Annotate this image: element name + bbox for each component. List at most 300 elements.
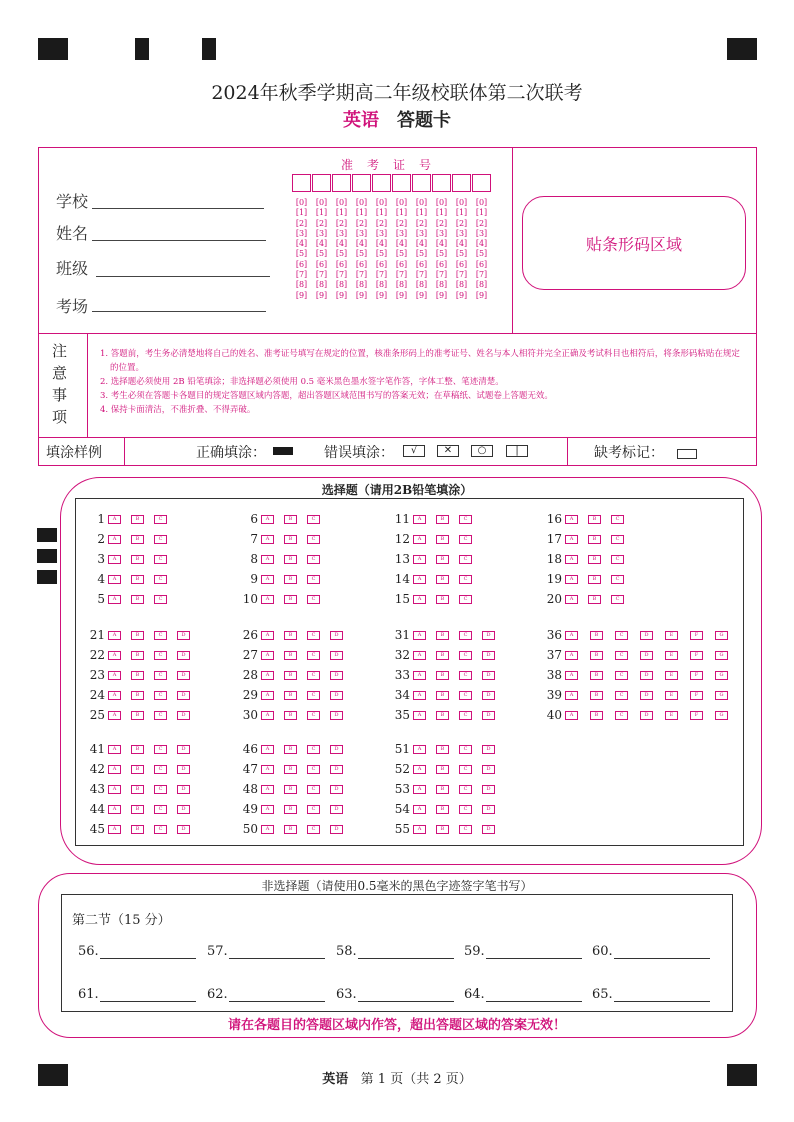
option-bubble[interactable]: A	[565, 555, 578, 564]
option-bubble[interactable]: D	[640, 631, 653, 640]
option-bubble[interactable]: B	[284, 805, 297, 814]
digit-bubble[interactable]: [4]	[375, 239, 388, 249]
option-bubble[interactable]: D	[330, 671, 343, 680]
option-bubble[interactable]: D	[482, 805, 495, 814]
option-bubble[interactable]: C	[459, 825, 472, 834]
digit-bubble[interactable]: [1]	[395, 208, 408, 218]
option-bubble[interactable]: D	[177, 671, 190, 680]
option-bubble[interactable]: B	[131, 535, 144, 544]
option-bubble[interactable]: C	[154, 535, 167, 544]
answer-blank[interactable]	[78, 987, 196, 1002]
option-bubble[interactable]: F	[690, 631, 703, 640]
option-bubble[interactable]: D	[482, 671, 495, 680]
option-bubble[interactable]: B	[284, 711, 297, 720]
option-bubble[interactable]: A	[261, 691, 274, 700]
digit-bubble[interactable]: [8]	[455, 280, 468, 290]
digit-bubble[interactable]: [3]	[415, 228, 428, 238]
option-bubble[interactable]: C	[459, 671, 472, 680]
digit-bubble[interactable]: [4]	[315, 239, 328, 249]
option-bubble[interactable]: B	[436, 805, 449, 814]
answer-blank[interactable]	[207, 944, 325, 959]
digit-bubble[interactable]: [6]	[315, 259, 328, 269]
digit-box[interactable]	[372, 174, 391, 192]
option-bubble[interactable]: C	[154, 805, 167, 814]
option-bubble[interactable]: B	[588, 575, 601, 584]
digit-bubble[interactable]: [7]	[475, 270, 488, 280]
option-bubble[interactable]: A	[261, 825, 274, 834]
option-bubble[interactable]: C	[459, 745, 472, 754]
digit-bubble[interactable]: [2]	[355, 218, 368, 228]
option-bubble[interactable]: B	[131, 651, 144, 660]
option-bubble[interactable]: C	[615, 691, 628, 700]
digit-bubble[interactable]: [0]	[355, 198, 368, 207]
option-bubble[interactable]: D	[177, 825, 190, 834]
option-bubble[interactable]: D	[330, 651, 343, 660]
option-bubble[interactable]: B	[284, 535, 297, 544]
digit-bubble[interactable]: [2]	[375, 218, 388, 228]
digit-bubble[interactable]: [8]	[415, 280, 428, 290]
option-bubble[interactable]: B	[436, 555, 449, 564]
digit-box[interactable]	[472, 174, 491, 192]
option-bubble[interactable]: A	[108, 765, 121, 774]
option-bubble[interactable]: C	[154, 825, 167, 834]
option-bubble[interactable]: G	[715, 651, 728, 660]
option-bubble[interactable]: C	[154, 575, 167, 584]
option-bubble[interactable]: A	[413, 671, 426, 680]
option-bubble[interactable]: F	[690, 671, 703, 680]
digit-bubble[interactable]: [9]	[295, 290, 308, 300]
digit-bubble[interactable]: [1]	[375, 208, 388, 218]
digit-bubble[interactable]: [2]	[335, 218, 348, 228]
option-bubble[interactable]: A	[413, 575, 426, 584]
option-bubble[interactable]: B	[590, 711, 603, 720]
option-bubble[interactable]: D	[177, 745, 190, 754]
option-bubble[interactable]: A	[565, 651, 578, 660]
option-bubble[interactable]: C	[459, 651, 472, 660]
room-field[interactable]	[92, 311, 266, 312]
digit-box[interactable]	[292, 174, 311, 192]
option-bubble[interactable]: B	[284, 765, 297, 774]
digit-bubble[interactable]: [5]	[335, 249, 348, 259]
option-bubble[interactable]: B	[590, 691, 603, 700]
digit-bubble[interactable]: [1]	[435, 208, 448, 218]
digit-bubble[interactable]: [0]	[455, 198, 468, 207]
option-bubble[interactable]: A	[108, 595, 121, 604]
answer-blank[interactable]	[464, 987, 582, 1002]
option-bubble[interactable]: B	[131, 671, 144, 680]
option-bubble[interactable]: A	[565, 575, 578, 584]
option-bubble[interactable]: A	[108, 825, 121, 834]
option-bubble[interactable]: A	[261, 515, 274, 524]
option-bubble[interactable]: B	[284, 825, 297, 834]
option-bubble[interactable]: A	[413, 595, 426, 604]
option-bubble[interactable]: D	[177, 651, 190, 660]
option-bubble[interactable]: G	[715, 631, 728, 640]
option-bubble[interactable]: C	[307, 805, 320, 814]
digit-bubble[interactable]: [0]	[395, 198, 408, 207]
option-bubble[interactable]: D	[640, 651, 653, 660]
option-bubble[interactable]: B	[131, 785, 144, 794]
option-bubble[interactable]: C	[154, 691, 167, 700]
option-bubble[interactable]: A	[261, 651, 274, 660]
option-bubble[interactable]: C	[459, 515, 472, 524]
option-bubble[interactable]: C	[459, 631, 472, 640]
digit-bubble[interactable]: [6]	[375, 259, 388, 269]
option-bubble[interactable]: C	[459, 575, 472, 584]
digit-box[interactable]	[332, 174, 351, 192]
option-bubble[interactable]: C	[611, 595, 624, 604]
option-bubble[interactable]: A	[565, 535, 578, 544]
option-bubble[interactable]: B	[436, 575, 449, 584]
digit-bubble[interactable]: [9]	[415, 290, 428, 300]
digit-bubble[interactable]: [8]	[295, 280, 308, 290]
option-bubble[interactable]: E	[665, 631, 678, 640]
option-bubble[interactable]: C	[154, 631, 167, 640]
option-bubble[interactable]: C	[459, 595, 472, 604]
option-bubble[interactable]: D	[482, 711, 495, 720]
option-bubble[interactable]: D	[330, 711, 343, 720]
option-bubble[interactable]: B	[284, 595, 297, 604]
digit-bubble[interactable]: [9]	[395, 290, 408, 300]
digit-bubble[interactable]: [1]	[295, 208, 308, 218]
digit-bubble[interactable]: [4]	[455, 239, 468, 249]
digit-column[interactable]	[412, 198, 431, 301]
option-bubble[interactable]: D	[482, 691, 495, 700]
option-bubble[interactable]: C	[154, 785, 167, 794]
option-bubble[interactable]: A	[261, 595, 274, 604]
digit-bubble[interactable]: [7]	[335, 270, 348, 280]
digit-column[interactable]	[392, 198, 411, 301]
digit-bubble[interactable]: [8]	[435, 280, 448, 290]
option-bubble[interactable]: A	[108, 671, 121, 680]
option-bubble[interactable]: A	[261, 711, 274, 720]
digit-bubble[interactable]: [8]	[315, 280, 328, 290]
digit-bubble[interactable]: [5]	[475, 249, 488, 259]
option-bubble[interactable]: D	[177, 691, 190, 700]
option-bubble[interactable]: F	[690, 651, 703, 660]
option-bubble[interactable]: C	[307, 691, 320, 700]
digit-bubble[interactable]: [8]	[355, 280, 368, 290]
digit-bubble[interactable]: [9]	[435, 290, 448, 300]
answer-blank[interactable]	[78, 944, 196, 959]
option-bubble[interactable]: A	[413, 805, 426, 814]
digit-bubble[interactable]: [7]	[415, 270, 428, 280]
option-bubble[interactable]: A	[413, 765, 426, 774]
option-bubble[interactable]: C	[307, 671, 320, 680]
digit-bubble[interactable]: [6]	[335, 259, 348, 269]
option-bubble[interactable]: C	[307, 631, 320, 640]
option-bubble[interactable]: A	[108, 631, 121, 640]
option-bubble[interactable]: D	[177, 631, 190, 640]
option-bubble[interactable]: D	[330, 631, 343, 640]
option-bubble[interactable]: D	[482, 631, 495, 640]
option-bubble[interactable]: C	[154, 711, 167, 720]
option-bubble[interactable]: B	[131, 825, 144, 834]
option-bubble[interactable]: A	[108, 535, 121, 544]
option-bubble[interactable]: A	[413, 785, 426, 794]
option-bubble[interactable]: C	[154, 595, 167, 604]
digit-bubble[interactable]: [4]	[415, 239, 428, 249]
option-bubble[interactable]: B	[131, 711, 144, 720]
answer-blank[interactable]	[464, 944, 582, 959]
option-bubble[interactable]: C	[154, 651, 167, 660]
digit-column[interactable]	[432, 198, 451, 301]
option-bubble[interactable]: A	[108, 745, 121, 754]
digit-bubble[interactable]: [3]	[455, 228, 468, 238]
digit-box[interactable]	[392, 174, 411, 192]
digit-bubble[interactable]: [9]	[455, 290, 468, 300]
option-bubble[interactable]: C	[615, 671, 628, 680]
digit-bubble[interactable]: [0]	[335, 198, 348, 207]
digit-column[interactable]	[472, 198, 491, 301]
option-bubble[interactable]: A	[261, 535, 274, 544]
option-bubble[interactable]: C	[611, 515, 624, 524]
option-bubble[interactable]: C	[611, 575, 624, 584]
option-bubble[interactable]: B	[436, 711, 449, 720]
option-bubble[interactable]: B	[284, 515, 297, 524]
digit-bubble[interactable]: [5]	[375, 249, 388, 259]
option-bubble[interactable]: F	[690, 711, 703, 720]
option-bubble[interactable]: B	[131, 631, 144, 640]
option-bubble[interactable]: C	[154, 555, 167, 564]
answer-blank[interactable]	[592, 944, 710, 959]
digit-bubble[interactable]: [0]	[415, 198, 428, 207]
option-bubble[interactable]: C	[307, 745, 320, 754]
option-bubble[interactable]: A	[108, 785, 121, 794]
option-bubble[interactable]: D	[330, 805, 343, 814]
option-bubble[interactable]: B	[436, 535, 449, 544]
option-bubble[interactable]: D	[482, 825, 495, 834]
digit-bubble[interactable]: [9]	[475, 290, 488, 300]
option-bubble[interactable]: B	[588, 515, 601, 524]
option-bubble[interactable]: E	[665, 691, 678, 700]
option-bubble[interactable]: A	[413, 711, 426, 720]
option-bubble[interactable]: A	[261, 671, 274, 680]
answer-blank[interactable]	[207, 987, 325, 1002]
option-bubble[interactable]: B	[590, 671, 603, 680]
option-bubble[interactable]: C	[459, 805, 472, 814]
digit-bubble[interactable]: [8]	[395, 280, 408, 290]
option-bubble[interactable]: A	[565, 671, 578, 680]
digit-column[interactable]	[312, 198, 331, 301]
digit-bubble[interactable]: [9]	[355, 290, 368, 300]
option-bubble[interactable]: D	[640, 711, 653, 720]
option-bubble[interactable]: C	[154, 671, 167, 680]
option-bubble[interactable]: B	[131, 805, 144, 814]
digit-bubble[interactable]: [4]	[335, 239, 348, 249]
option-bubble[interactable]: B	[436, 785, 449, 794]
digit-bubble[interactable]: [9]	[375, 290, 388, 300]
answer-blank[interactable]	[336, 944, 454, 959]
option-bubble[interactable]: A	[261, 575, 274, 584]
digit-bubble[interactable]: [7]	[315, 270, 328, 280]
digit-bubble[interactable]: [7]	[395, 270, 408, 280]
option-bubble[interactable]: C	[459, 711, 472, 720]
digit-bubble[interactable]: [5]	[295, 249, 308, 259]
digit-bubble[interactable]: [0]	[315, 198, 328, 207]
option-bubble[interactable]: D	[482, 765, 495, 774]
option-bubble[interactable]: B	[284, 745, 297, 754]
absent-mark-box[interactable]	[677, 449, 697, 459]
option-bubble[interactable]: C	[307, 651, 320, 660]
option-bubble[interactable]: A	[413, 691, 426, 700]
option-bubble[interactable]: A	[565, 515, 578, 524]
digit-bubble[interactable]: [2]	[415, 218, 428, 228]
digit-bubble[interactable]: [0]	[475, 198, 488, 207]
digit-bubble[interactable]: [6]	[455, 259, 468, 269]
option-bubble[interactable]: A	[413, 515, 426, 524]
digit-bubble[interactable]: [5]	[395, 249, 408, 259]
digit-bubble[interactable]: [3]	[295, 228, 308, 238]
option-bubble[interactable]: A	[565, 691, 578, 700]
option-bubble[interactable]: B	[131, 555, 144, 564]
option-bubble[interactable]: B	[588, 595, 601, 604]
option-bubble[interactable]: B	[436, 745, 449, 754]
option-bubble[interactable]: C	[459, 785, 472, 794]
option-bubble[interactable]: C	[615, 651, 628, 660]
option-bubble[interactable]: G	[715, 711, 728, 720]
option-bubble[interactable]: B	[284, 575, 297, 584]
digit-bubble[interactable]: [1]	[335, 208, 348, 218]
digit-bubble[interactable]: [3]	[315, 228, 328, 238]
option-bubble[interactable]: C	[307, 711, 320, 720]
digit-bubble[interactable]: [3]	[335, 228, 348, 238]
digit-bubble[interactable]: [7]	[455, 270, 468, 280]
digit-bubble[interactable]: [8]	[335, 280, 348, 290]
option-bubble[interactable]: B	[436, 595, 449, 604]
option-bubble[interactable]: A	[261, 745, 274, 754]
digit-bubble[interactable]: [1]	[315, 208, 328, 218]
option-bubble[interactable]: D	[640, 691, 653, 700]
digit-bubble[interactable]: [2]	[475, 218, 488, 228]
digit-bubble[interactable]: [6]	[395, 259, 408, 269]
digit-bubble[interactable]: [2]	[315, 218, 328, 228]
option-bubble[interactable]: B	[588, 535, 601, 544]
option-bubble[interactable]: B	[588, 555, 601, 564]
option-bubble[interactable]: B	[436, 691, 449, 700]
option-bubble[interactable]: A	[261, 785, 274, 794]
digit-bubble[interactable]: [1]	[455, 208, 468, 218]
option-bubble[interactable]: C	[307, 825, 320, 834]
option-bubble[interactable]: B	[131, 765, 144, 774]
digit-column[interactable]	[292, 198, 311, 301]
digit-bubble[interactable]: [0]	[435, 198, 448, 207]
option-bubble[interactable]: A	[413, 535, 426, 544]
option-bubble[interactable]: D	[177, 785, 190, 794]
answer-blank[interactable]	[336, 987, 454, 1002]
option-bubble[interactable]: A	[261, 805, 274, 814]
option-bubble[interactable]: G	[715, 691, 728, 700]
option-bubble[interactable]: B	[590, 651, 603, 660]
option-bubble[interactable]: B	[284, 671, 297, 680]
digit-bubble[interactable]: [3]	[395, 228, 408, 238]
digit-bubble[interactable]: [7]	[435, 270, 448, 280]
option-bubble[interactable]: C	[459, 535, 472, 544]
digit-bubble[interactable]: [6]	[355, 259, 368, 269]
option-bubble[interactable]: D	[482, 745, 495, 754]
option-bubble[interactable]: B	[131, 691, 144, 700]
digit-column[interactable]	[452, 198, 471, 301]
digit-box[interactable]	[432, 174, 451, 192]
option-bubble[interactable]: B	[590, 631, 603, 640]
digit-bubble[interactable]: [5]	[355, 249, 368, 259]
option-bubble[interactable]: A	[261, 631, 274, 640]
option-bubble[interactable]: E	[665, 651, 678, 660]
option-bubble[interactable]: A	[108, 575, 121, 584]
digit-column[interactable]	[372, 198, 391, 301]
digit-bubble[interactable]: [7]	[295, 270, 308, 280]
option-bubble[interactable]: C	[307, 535, 320, 544]
option-bubble[interactable]: C	[154, 765, 167, 774]
option-bubble[interactable]: F	[690, 691, 703, 700]
option-bubble[interactable]: C	[615, 711, 628, 720]
digit-bubble[interactable]: [2]	[435, 218, 448, 228]
option-bubble[interactable]: A	[413, 631, 426, 640]
option-bubble[interactable]: B	[131, 595, 144, 604]
option-bubble[interactable]: C	[459, 691, 472, 700]
digit-bubble[interactable]: [5]	[415, 249, 428, 259]
option-bubble[interactable]: E	[665, 711, 678, 720]
option-bubble[interactable]: A	[565, 595, 578, 604]
digit-bubble[interactable]: [3]	[475, 228, 488, 238]
digit-bubble[interactable]: [4]	[295, 239, 308, 249]
option-bubble[interactable]: A	[108, 651, 121, 660]
digit-column[interactable]	[332, 198, 351, 301]
option-bubble[interactable]: C	[611, 555, 624, 564]
option-bubble[interactable]: E	[665, 671, 678, 680]
option-bubble[interactable]: B	[436, 631, 449, 640]
digit-bubble[interactable]: [7]	[375, 270, 388, 280]
option-bubble[interactable]: C	[307, 555, 320, 564]
option-bubble[interactable]: C	[154, 745, 167, 754]
option-bubble[interactable]: A	[413, 745, 426, 754]
digit-bubble[interactable]: [3]	[435, 228, 448, 238]
option-bubble[interactable]: B	[436, 765, 449, 774]
answer-blank[interactable]	[592, 987, 710, 1002]
option-bubble[interactable]: C	[459, 555, 472, 564]
option-bubble[interactable]: B	[131, 515, 144, 524]
option-bubble[interactable]: B	[284, 691, 297, 700]
class-field[interactable]	[96, 276, 270, 277]
option-bubble[interactable]: B	[436, 651, 449, 660]
option-bubble[interactable]: C	[615, 631, 628, 640]
digit-bubble[interactable]: [9]	[335, 290, 348, 300]
digit-bubble[interactable]: [6]	[415, 259, 428, 269]
digit-bubble[interactable]: [2]	[395, 218, 408, 228]
option-bubble[interactable]: D	[330, 745, 343, 754]
option-bubble[interactable]: C	[307, 515, 320, 524]
option-bubble[interactable]: D	[177, 711, 190, 720]
digit-bubble[interactable]: [5]	[315, 249, 328, 259]
digit-bubble[interactable]: [4]	[355, 239, 368, 249]
option-bubble[interactable]: B	[131, 745, 144, 754]
digit-bubble[interactable]: [0]	[375, 198, 388, 207]
option-bubble[interactable]: D	[640, 671, 653, 680]
digit-box[interactable]	[452, 174, 471, 192]
option-bubble[interactable]: B	[284, 555, 297, 564]
option-bubble[interactable]: B	[284, 785, 297, 794]
digit-bubble[interactable]: [5]	[455, 249, 468, 259]
option-bubble[interactable]: A	[261, 555, 274, 564]
digit-bubble[interactable]: [5]	[435, 249, 448, 259]
digit-bubble[interactable]: [1]	[415, 208, 428, 218]
option-bubble[interactable]: D	[330, 765, 343, 774]
digit-bubble[interactable]: [4]	[395, 239, 408, 249]
digit-bubble[interactable]: [3]	[355, 228, 368, 238]
option-bubble[interactable]: A	[261, 765, 274, 774]
option-bubble[interactable]: B	[436, 515, 449, 524]
digit-bubble[interactable]: [4]	[435, 239, 448, 249]
